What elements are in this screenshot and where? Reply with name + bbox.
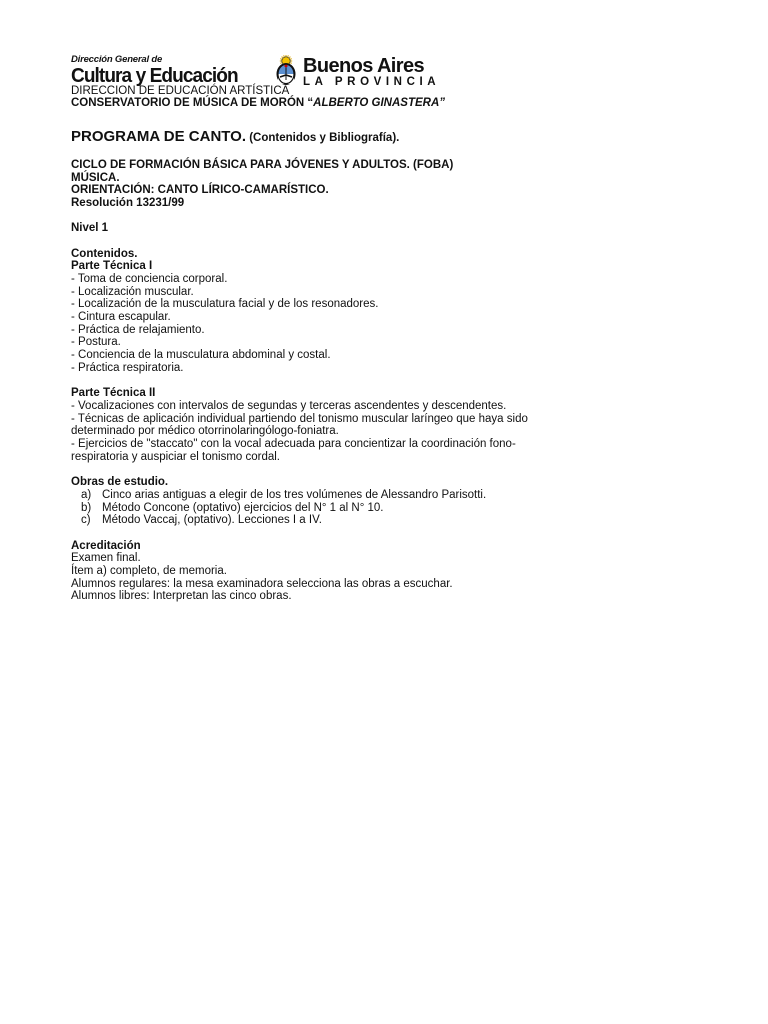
program-title (71, 129, 691, 146)
program-title-sub: (Contenidos y Bibliografía). (246, 132, 400, 144)
paragraph-line: respiratoria y auspiciar el tonismo cordal. (71, 450, 281, 463)
paragraph-line: Examen final. (71, 552, 141, 565)
province-logo (303, 56, 440, 88)
list-item: - Conciencia de la musculatura abdominal y costal. (71, 349, 331, 362)
sun-ray (282, 57, 283, 58)
cycle-line: MÚSICA. (71, 171, 120, 184)
contents-heading: Contenidos. (71, 247, 138, 260)
header-conservatory-prefix: CONSERVATORIO DE MÚSICA DE MORÓN “ (71, 97, 314, 109)
header-direction: DIRECCION DE EDUCACIÓN ARTÍSTICA (71, 85, 290, 97)
list-marker: a) (81, 488, 92, 501)
provincial-seal-icon (274, 55, 298, 86)
list-marker: c) (81, 514, 91, 527)
list-item: - Toma de conciencia corporal. (71, 272, 228, 285)
sun-ray (290, 59, 292, 60)
list-item: - Postura. (71, 336, 121, 349)
province-subtitle: LA PROVINCIA (303, 76, 441, 88)
list-item: - Localización muscular. (71, 285, 194, 298)
agency-logo (71, 54, 250, 87)
paragraph-line: Alumnos libres: Interpretan las cinco obras. (71, 590, 292, 603)
list-marker: b) (81, 501, 92, 514)
header-conservatory-name: ALBERTO GINASTERA” (313, 97, 446, 109)
province-name: Buenos Aires (303, 55, 424, 77)
document-page (71, 54, 691, 603)
sun-ray (284, 55, 285, 57)
technique2-heading: Parte Técnica II (71, 387, 156, 400)
cycle-block (71, 159, 691, 603)
paragraph-line: Alumnos regulares: la mesa examinadora selecciona las obras a escuchar. (71, 577, 453, 590)
list-item-text: Método Concone (optativo) ejercicios del N° 1 al N° 10. (102, 501, 384, 514)
list-item: - Localización de la musculatura facial y de los resonadores. (71, 298, 379, 311)
paragraph-line: - Ejercicios de "staccato" con la vocal adecuada para concientizar la coordinación fono- (71, 438, 516, 451)
cycle-line: CICLO DE FORMACIÓN BÁSICA PARA JÓVENES Y ADULTOS. (FOBA) (71, 159, 454, 171)
sun-ray (290, 63, 292, 64)
technique1-heading: Parte Técnica I (71, 260, 153, 273)
header-conservatory (71, 97, 691, 109)
list-item (71, 514, 691, 527)
paragraph-line: determinado por médico otorrinolaringólogo-foniatra. (71, 425, 339, 438)
accreditation-heading: Acreditación (71, 539, 141, 552)
list-item: - Práctica de relajamiento. (71, 323, 205, 336)
list-item: - Cintura escapular. (71, 311, 171, 324)
level-heading: Nivel 1 (71, 222, 109, 235)
works-list (71, 489, 691, 527)
list-item (71, 502, 691, 515)
list-item: - Práctica respiratoria. (71, 361, 184, 374)
resolution-line: Resolución 13231/99 (71, 197, 185, 210)
agency-big-text: Cultura y Educación (71, 64, 238, 87)
paragraph-line: Ítem a) completo, de memoria. (71, 565, 227, 578)
paragraph-line: - Vocalizaciones con intervalos de segundas y terceras ascendentes y descendentes. (71, 399, 507, 412)
program-title-main: PROGRAMA DE CANTO. (71, 128, 247, 145)
sun-ray (288, 55, 289, 57)
sun-ray (280, 59, 282, 60)
list-item-text: Método Vaccaj, (optativo). Lecciones I a IV. (102, 514, 322, 527)
sun-ray (289, 57, 290, 58)
list-item (71, 489, 691, 502)
list-item-text: Cinco arias antiguas a elegir de los tres volúmenes de Alessandro Parisotti. (102, 488, 487, 501)
cycle-line: ORIENTACIÓN: CANTO LÍRICO-CAMARÍSTICO. (71, 184, 329, 197)
agency-small-text: Dirección General de (71, 54, 163, 65)
paragraph-line: - Técnicas de aplicación individual partiendo del tonismo muscular laríngeo que haya sido (71, 412, 528, 425)
sun-ray (280, 63, 282, 64)
works-heading: Obras de estudio. (71, 476, 169, 489)
